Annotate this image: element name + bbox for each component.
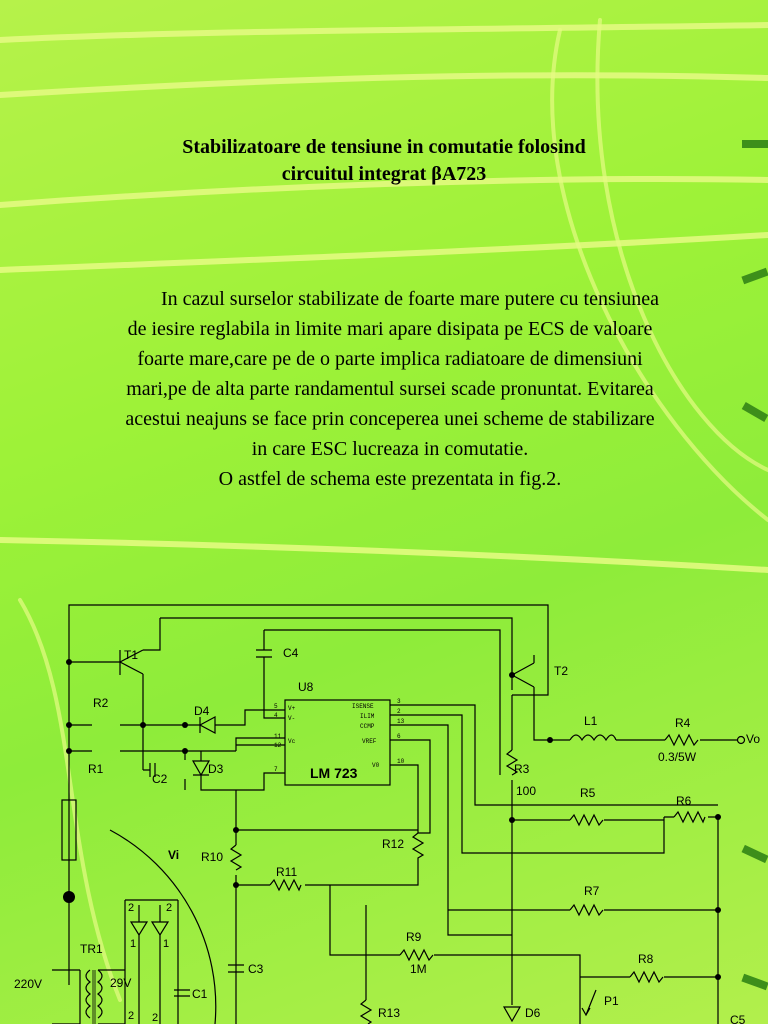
label-c4: C4 <box>283 646 299 660</box>
label-tr1: TR1 <box>80 942 103 956</box>
pin-name: Vc <box>288 738 296 745</box>
pin-number: 7 <box>274 766 278 773</box>
label-p1: P1 <box>604 994 619 1008</box>
label-c5: C5 <box>730 1013 746 1024</box>
body-line: foarte mare,care pe de o parte implica radiatoare de dimensiuni <box>137 348 643 370</box>
pin-number: 5 <box>274 703 278 710</box>
label-r4: R4 <box>675 716 691 730</box>
body-line: acestui neajuns se face prin conceperea unei scheme de stabilizare <box>125 408 655 430</box>
pin-name: ISENSE <box>352 703 374 710</box>
label-d4: D4 <box>194 704 210 718</box>
label-r6: R6 <box>676 794 692 808</box>
pin-name: ILIM <box>360 713 375 720</box>
label-r11: R11 <box>276 865 298 879</box>
body-line: de iesire reglabila in limite mari apare disipata pe ECS de valoare <box>127 318 653 340</box>
pin-number: 4 <box>274 712 278 719</box>
body-line: mari,pe de alta parte randamentul sursei scade pronuntat. Evitarea <box>126 378 654 400</box>
body-line: In cazul surselor stabilizate de foarte mare putere cu tensiunea <box>160 288 660 310</box>
label-c2: C2 <box>152 772 168 786</box>
body-paragraph <box>40 284 740 494</box>
label-29v: 29V <box>110 976 132 990</box>
label-d3: D3 <box>208 762 224 776</box>
bridge-pin: 2 <box>128 902 135 914</box>
title-line-2: circuitul integrat βA723 <box>281 163 487 185</box>
circuit-schematic <box>0 575 768 1024</box>
slide-title <box>0 134 768 188</box>
label-220v: 220V <box>14 977 43 991</box>
ic-ref: U8 <box>298 680 314 694</box>
label-r3: R3 <box>514 762 530 776</box>
pin-number: 11 <box>274 733 282 740</box>
label-c1: C1 <box>192 987 208 1001</box>
label-r2: R2 <box>93 696 109 710</box>
label-r12: R12 <box>382 837 405 851</box>
body-line: in care ESC lucreaza in comutatie. <box>251 438 529 460</box>
pin-number: 13 <box>397 718 405 725</box>
label-l1: L1 <box>584 714 598 728</box>
label-r3-value: 100 <box>516 784 537 798</box>
pin-number: 3 <box>397 698 401 705</box>
label-r7: R7 <box>584 884 600 898</box>
ic-label: LM 723 <box>310 765 358 781</box>
label-r10: R10 <box>201 850 224 864</box>
pin-name: V+ <box>288 705 296 712</box>
bridge-pin: 2 <box>166 902 173 914</box>
pin-number: 6 <box>397 733 401 740</box>
pin-number: 12 <box>274 742 282 749</box>
bridge-pin: 1 <box>163 938 170 950</box>
label-r4-value: 0.3/5W <box>658 750 697 764</box>
pin-number: 2 <box>397 708 401 715</box>
label-t1: T1 <box>124 648 139 662</box>
pin-name: V- <box>288 715 296 722</box>
label-c3: C3 <box>248 962 264 976</box>
label-vo: Vo <box>746 732 761 746</box>
label-t2: T2 <box>554 664 569 678</box>
bridge-pin: 1 <box>130 938 137 950</box>
pin-name: VREF <box>362 738 377 745</box>
label-r13: R13 <box>378 1006 401 1020</box>
bridge-pin: 2 <box>152 1012 159 1024</box>
pin-name: CCMP <box>360 723 375 730</box>
label-r9-value: 1M <box>410 962 427 976</box>
label-r9: R9 <box>406 930 422 944</box>
label-r1: R1 <box>88 762 104 776</box>
bridge-pin: 2 <box>128 1010 135 1022</box>
label-vi: Vi <box>168 848 180 862</box>
label-r8: R8 <box>638 952 654 966</box>
pin-name: V0 <box>372 762 380 769</box>
label-r5: R5 <box>580 786 596 800</box>
pin-number: 10 <box>397 758 405 765</box>
title-line-1: Stabilizatoare de tensiune in comutatie folosind <box>182 136 586 158</box>
label-d6: D6 <box>525 1006 541 1020</box>
body-line: O astfel de schema este prezentata in fig.2. <box>218 468 562 490</box>
